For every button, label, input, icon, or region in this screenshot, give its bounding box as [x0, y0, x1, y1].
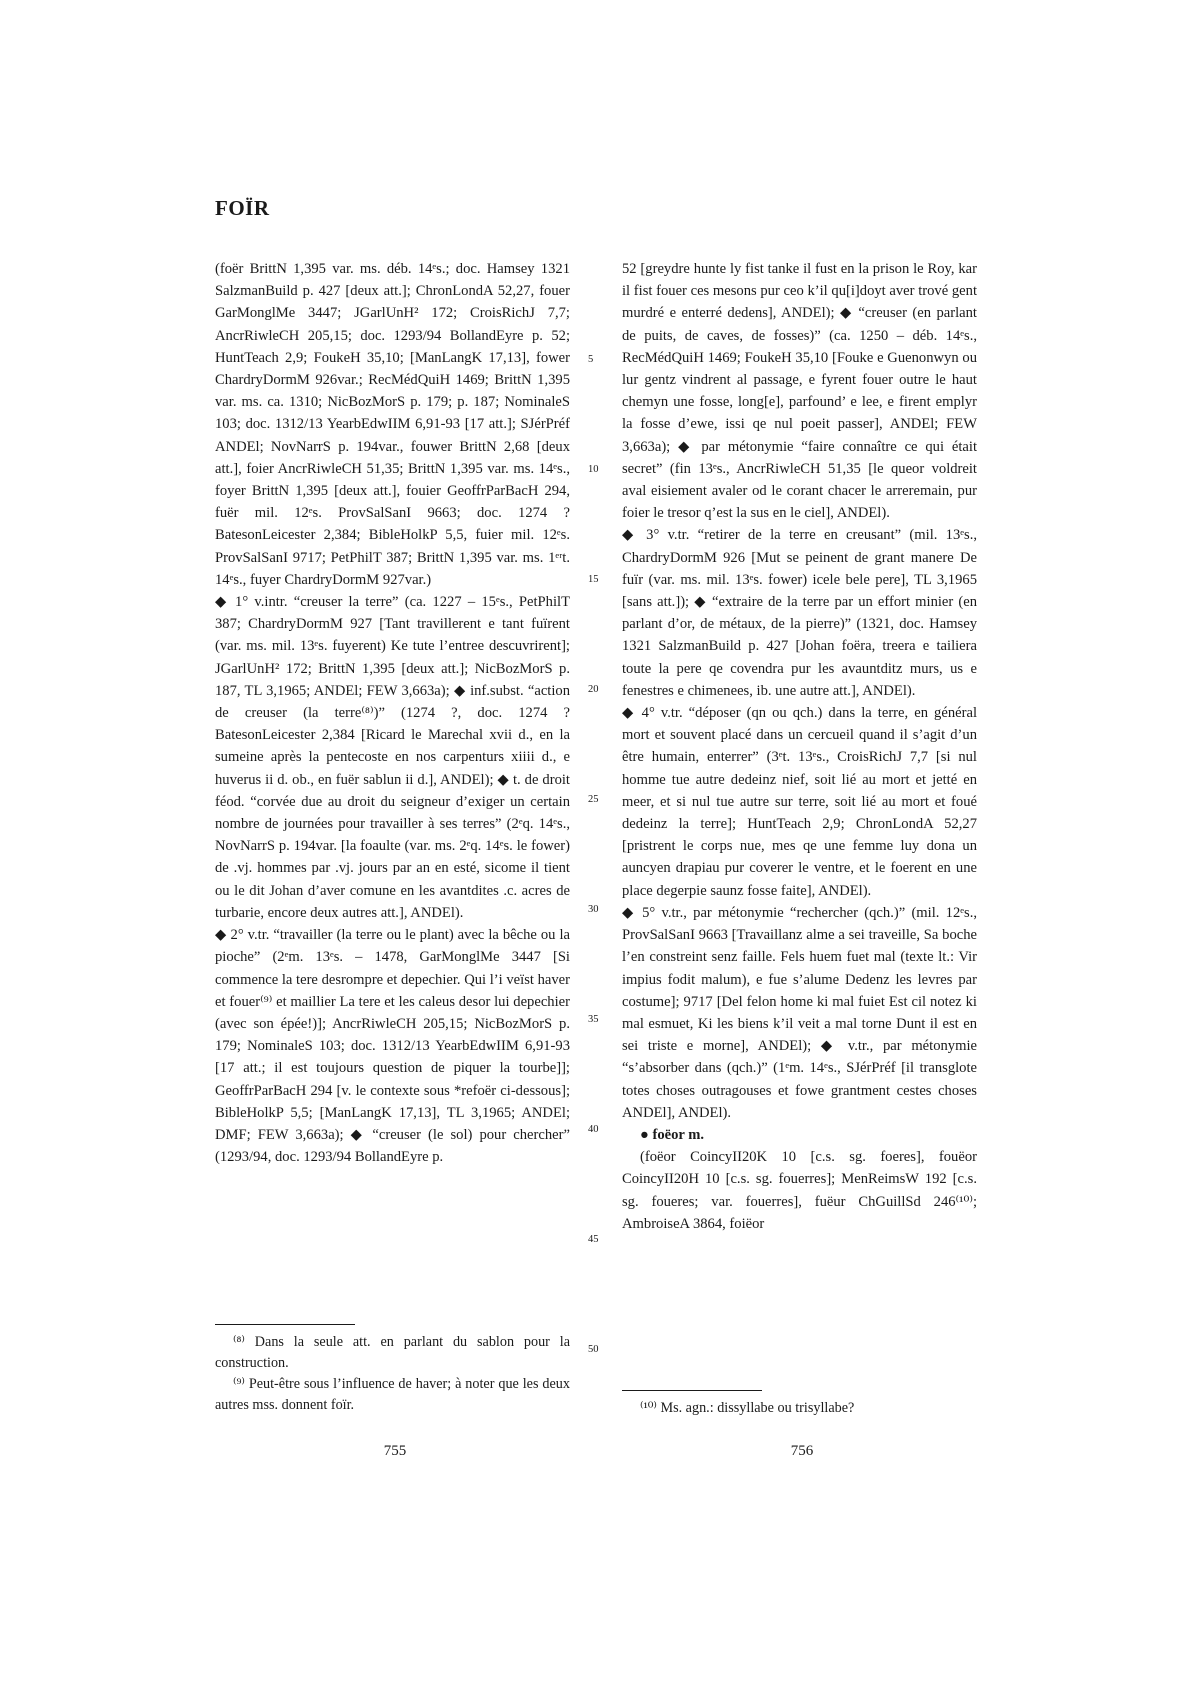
footnotes-left	[215, 1332, 570, 1416]
line-number: 40	[588, 1124, 599, 1135]
entry-paragraph: ◆ 4° v.tr. “déposer (qn ou qch.) dans la terre, en général mort et souvent placé dans un cercueil quand il s’agit d’un être humain, enterrer” (3ᵉt. 13ᵉs., CroisRichJ 7,7 [si nul homme tue autre dedeinz nief, soit lié au mort et jetté en meer, et si nul tue autre sur terre, soit lié au mort et foué dedeinz la terre]; HuntTeach 2,9; ChronLondA 52,27 [pristrent le corps nue, mes qe une femme luy dona un auncyen drapiau pur coverer le ventre, et le foerent en une place degerpie saunz fosse faite], ANDEl).	[622, 705, 977, 899]
line-number: 20	[588, 684, 599, 695]
line-number: 25	[588, 794, 599, 805]
line-number: 35	[588, 1014, 599, 1025]
line-number: 50	[588, 1344, 599, 1355]
entry-paragraph: ◆ 1° v.intr. “creuser la terre” (ca. 1227 – 15ᵉs., PetPhilT 387; ChardryDormM 927 [Tant travillerent e tant fuïrent (var. ms. mil. 13ᵉs. fuyerent) Ke tute l’entree descuvrirent]; JGarlUnH² 172; BrittN 1,395 [deux att.]; NicBozMorS p. 187, TL 3,1965; ANDEl; FEW 3,663a); ◆ inf.subst. “action de creuser (la terre⁽⁸⁾)” (1274 ?, doc. 1274 ? BatesonLeicester 2,384 [Ricard le Marechal xvii d., en la sumeine après la pentecoste en nos carpenturs xiiii d., e huverus ii d. ob., en fuër sablun ii d.], ANDEl); ◆ t. de droit féod. “corvée due au droit du seigneur d’exiger un certain nombre de journées pour travailler à ses terres” (2ᵉq. 14ᵉs., NovNarrS p. 194var. [la foaulte (var. ms. 2ᵉq. 14ᵉs. le fower) de .vj. hommes par .vj. jours par an en esté, sicome il tient ou le dit Johan d’aver comune en les avantdites .c. acres de turbarie, encore deux autres att.], ANDEl).	[215, 594, 570, 921]
right-column	[622, 258, 977, 1235]
line-number: 45	[588, 1234, 599, 1245]
footnote: ⁽⁸⁾ Dans la seule att. en parlant du sablon pour la construction.	[215, 1334, 570, 1371]
entry-paragraph: ◆ 5° v.tr., par métonymie “rechercher (qch.)” (mil. 12ᵉs., ProvSalSanI 9663 [Travaillanz alme a sei traveille, Sa boche l’en constreint senz faille. Fels huem fuet mal (texte lt.: Vir impius fodit malum), e fue s’alume Dedenz les levres par costume]; 9717 [Del felon home ki mal fuiet Est cil notez ki mal esmuet, Ki les biens k’il veit a mal torne Dunt il est en sei triste e morne], ANDEl); ◆ v.tr., par métonymie “s’absorber dans (qch.)” (1ᵉm. 14ᵉs., SJérPréf [il transglote totes choses outragouses et fowe grantment cestes choses ANDEl], ANDEl).	[622, 904, 977, 1121]
footnote: ⁽¹⁰⁾ Ms. agn.: dissyllabe ou trisyllabe?	[640, 1400, 855, 1416]
footnote: ⁽⁹⁾ Peut-être sous l’influence de haver; à noter que les deux autres mss. donnent foïr.	[215, 1376, 570, 1413]
line-number: 10	[588, 464, 599, 475]
footnote-rule-left	[215, 1324, 355, 1325]
line-number: 5	[588, 354, 594, 365]
entry-paragraph: ◆ 3° v.tr. “retirer de la terre en creusant” (mil. 13ᵉs., ChardryDormM 926 [Mut se peinent de grant manere De fuïr (var. ms. mil. 13ᵉs. fower) icele bele pere], TL 3,1965 [sans att.]); ◆ “extraire de la terre par un effort minier (en parlant d’or, de métaux, de la pierre)” (1321, doc. Hamsey 1321 SalzmanBuild p. 427 [Johan foëra, treera e tailiera toute la pere qe covendra pur les avauntditz murs, us e fenestres e chimenees, ib. une autre att.], ANDEl).	[622, 527, 977, 699]
page-number-right: 756	[790, 1443, 814, 1459]
entry-paragraph: (foëor CoincyII20K 10 [c.s. sg. foeres], fouëor CoincyII20H 10 [c.s. sg. fouerres]; MenReimsW 192 [c.s. sg. foueres; var. fouerres], fuëur ChGuillSd 246⁽¹⁰⁾; AmbroiseA 3864, foiëor	[622, 1149, 977, 1232]
line-number: 30	[588, 904, 599, 915]
entry-paragraph: ◆ 2° v.tr. “travailler (la terre ou le plant) avec la bêche ou la pioche” (2ᵉm. 13ᵉs. – 1478, GarMonglMe 3447 [Si commence la tere desrompre et depechier. Qui l’i veïst haver et fouer⁽⁹⁾ et maillier La tere et les caleus desor lui depechier (avec son épée!)]; AncrRiwleCH 205,15; NicBozMorS p. 179; NominaleS 103; doc. 1312/13 YearbEdwIIM 6,91-93 [17 att.; il est toujours question de piquer la tourbe]]; GeoffrParBacH 294 [v. le contexte sous *refoër ci-dessous]; BibleHolkP 5,5; [ManLangK 17,13], TL 3,1965; ANDEl; DMF; FEW 3,663a); ◆ “creuser (le sol) pour chercher” (1293/94, doc. 1293/94 BollandEyre p.	[215, 927, 570, 1166]
headword: FOÏR	[215, 196, 270, 220]
footnote-rule-right	[622, 1390, 762, 1391]
left-column	[215, 258, 570, 1168]
subentry-headword: ● foëor m.	[640, 1126, 705, 1143]
entry-paragraph: (foër BrittN 1,395 var. ms. déb. 14ᵉs.; doc. Hamsey 1321 SalzmanBuild p. 427 [deux att.]; ChronLondA 52,27, fouer GarMonglMe 3447; JGarlUnH² 172; CroisRichJ 7,7; AncrRiwleCH 205,15; doc. 1293/94 BollandEyre p. 52; HuntTeach 2,9; FoukeH 35,10; [ManLangK 17,13], fower ChardryDormM 926var.; RecMédQuiH 1469; BrittN 1,395 var. ms. ca. 1310; NicBozMorS p. 179; p. 187; NominaleS 103; doc. 1312/13 YearbEdwIIM 6,91-93 [17 att.]; SJérPréf ANDEl; NovNarrS p. 194var., fouwer BrittN 2,68 [deux att.], foier AncrRiwleCH 51,35; BrittN 1,395 var. ms. 14ᵉs., foyer BrittN 1,395 [deux att.], fouier GeoffrParBacH 294, fuër mil. 12ᵉs. ProvSalSanI 9663; doc. 1274 ? BatesonLeicester 2,384; BibleHolkP 5,5, fuier mil. 12ᵉs. ProvSalSanI 9717; PetPhilT 387; BrittN 1,395 var. ms. 1ᵉʳt. 14ᵉs., fuyer ChardryDormM 927var.)	[215, 261, 570, 588]
footnotes-right	[622, 1398, 977, 1419]
entry-paragraph: 52 [greydre hunte ly fist tanke il fust en la prison le Roy, kar il fist fouer ces mesons pur ceo k’il qu[i]doyt aver trové gent murdré e enterré dedens], ANDEl); ◆ “creuser (en parlant de puits, de caves, de fosses)” (ca. 1250 – déb. 14ᵉs., RecMédQuiH 1469; FoukeH 35,10 [Fouke e Guenonwyn ou lur gentz vindrent al passage, e fyrent fouer outre le haut chemyn une fosse, long[e], parfound’ e lee, e firent emplyr la fosse d’ewe, issi qe nul poeit passer], ANDEl; FEW 3,663a); ◆ par métonymie “faire connaître ce qui était secret” (fin 13ᵉs., AncrRiwleCH 51,35 [le queor voldreit aval eisiement avaler od le corant chacer le arreremain, pur foier le tresor q’est la sus en le ciel], ANDEl).	[622, 261, 977, 522]
line-number: 15	[588, 574, 599, 585]
page-number-left: 755	[383, 1443, 407, 1459]
